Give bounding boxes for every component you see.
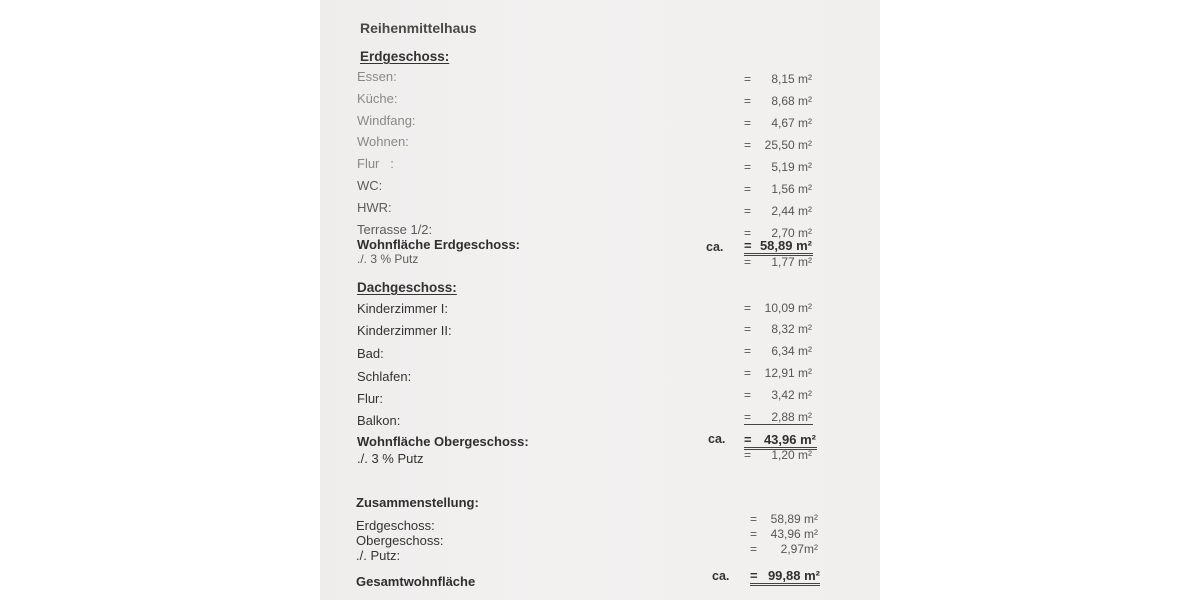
row-value: 10,09 m² xyxy=(764,301,812,315)
total-equals: = xyxy=(744,238,752,253)
row-label: Essen: xyxy=(357,69,397,84)
row-equals: = xyxy=(744,410,752,424)
total-label-obergeschoss: Wohnfläche Obergeschoss: xyxy=(357,434,529,449)
section-heading-zusammenstellung: Zusammenstellung: xyxy=(356,495,479,510)
row-equals: = xyxy=(750,527,758,541)
row-label: HWR: xyxy=(357,200,392,215)
row-equals: = xyxy=(750,542,758,556)
row-equals: = xyxy=(744,226,752,240)
row-label: Obergeschoss: xyxy=(356,533,444,548)
row-value: 2,97m² xyxy=(780,542,818,556)
row-value: 2,88 m² xyxy=(771,410,812,424)
row-equals: = xyxy=(744,138,752,152)
subtotal-underline xyxy=(744,424,813,425)
row-equals: = xyxy=(744,116,752,130)
total-underline xyxy=(750,583,820,584)
row-value: 5,19 m² xyxy=(771,160,812,174)
total-ca: ca. xyxy=(712,569,730,583)
total-underline xyxy=(750,585,820,586)
row-label: Kinderzimmer I: xyxy=(357,301,449,316)
row-label: Balkon: xyxy=(357,413,401,428)
putz-equals: = xyxy=(744,255,752,269)
row-value: 8,32 m² xyxy=(771,322,812,336)
row-value: 58,89 m² xyxy=(770,512,818,526)
row-value: 43,96 m² xyxy=(770,527,818,541)
row-equals: = xyxy=(744,204,752,218)
row-value: 8,15 m² xyxy=(771,72,812,86)
total-value-erdgeschoss: 58,89 m² xyxy=(759,238,812,253)
total-value-obergeschoss: 43,96 m² xyxy=(763,432,816,447)
row-value: 12,91 m² xyxy=(764,366,812,380)
putz-value: 1,20 m² xyxy=(771,448,812,462)
row-equals: = xyxy=(750,512,758,526)
row-value: 4,67 m² xyxy=(771,116,812,130)
row-equals: = xyxy=(744,160,752,174)
row-label: Erdgeschoss: xyxy=(356,518,435,533)
total-ca: ca. xyxy=(708,432,726,446)
document-page xyxy=(320,0,880,600)
putz-label: ./. 3 % Putz xyxy=(357,252,419,266)
total-underline xyxy=(744,253,813,254)
row-equals: = xyxy=(744,366,752,380)
total-equals: = xyxy=(750,568,758,583)
row-label: Bad: xyxy=(357,346,384,361)
row-label: Windfang: xyxy=(357,113,416,128)
total-label-gesamt: Gesamtwohnfläche xyxy=(356,574,476,589)
row-value: 2,70 m² xyxy=(771,226,812,240)
row-equals: = xyxy=(744,94,752,108)
total-ca: ca. xyxy=(706,240,724,254)
row-label: Terrasse 1/2: xyxy=(357,222,433,237)
section-heading-erdgeschoss: Erdgeschoss: xyxy=(360,49,450,64)
total-label-erdgeschoss: Wohnfläche Erdgeschoss: xyxy=(357,237,521,252)
row-label: Kinderzimmer II: xyxy=(357,323,452,338)
row-label: Schlafen: xyxy=(357,369,412,384)
section-heading-dachgeschoss: Dachgeschoss: xyxy=(357,280,457,295)
putz-equals: = xyxy=(744,448,752,462)
putz-label: ./. 3 % Putz xyxy=(357,451,424,466)
row-value: 1,56 m² xyxy=(771,182,812,196)
total-equals: = xyxy=(744,432,752,447)
row-value: 6,34 m² xyxy=(771,344,812,358)
row-value: 3,42 m² xyxy=(771,388,812,402)
document-title: Reihenmittelhaus xyxy=(360,20,477,36)
row-label: WC: xyxy=(357,178,383,193)
putz-value: 1,77 m² xyxy=(771,255,812,269)
total-value-gesamt: 99,88 m² xyxy=(767,568,820,583)
row-label: Wohnen: xyxy=(357,134,409,149)
row-equals: = xyxy=(744,322,752,336)
row-equals: = xyxy=(744,72,752,86)
row-label: Küche: xyxy=(357,91,398,106)
row-label: Flur : xyxy=(357,156,394,171)
row-equals: = xyxy=(744,388,752,402)
row-value: 25,50 m² xyxy=(764,138,812,152)
row-value: 2,44 m² xyxy=(771,204,812,218)
row-equals: = xyxy=(744,182,752,196)
row-equals: = xyxy=(744,344,752,358)
row-label: ./. Putz: xyxy=(356,548,401,563)
row-value: 8,68 m² xyxy=(771,94,812,108)
row-equals: = xyxy=(744,301,752,315)
row-label: Flur: xyxy=(357,391,383,406)
